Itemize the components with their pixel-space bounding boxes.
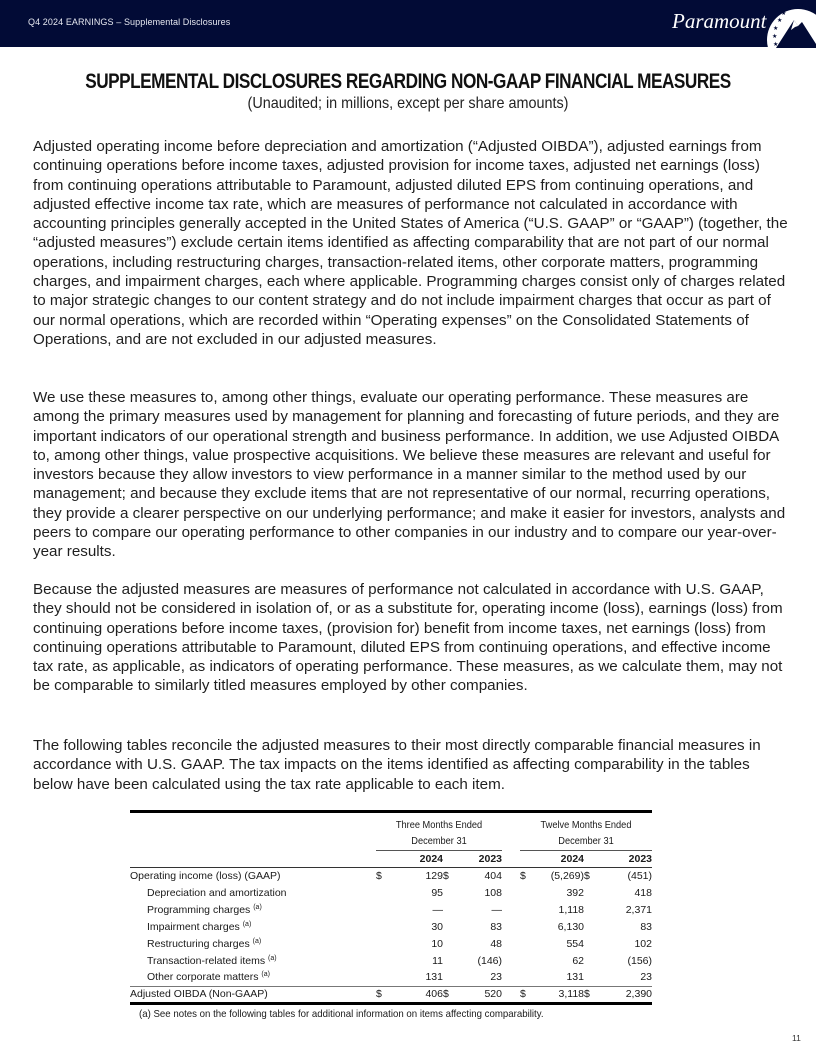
row-label: Impairment charges <box>147 920 240 933</box>
cell-value: 48 <box>490 937 502 950</box>
cell-value: 23 <box>640 971 652 984</box>
row-label-cell <box>130 969 376 986</box>
svg-text:★: ★ <box>772 33 778 40</box>
cell-value: 131 <box>425 971 443 984</box>
table-row <box>130 952 652 969</box>
table-footnote: (a) See notes on the following tables for additional information on items affecting comparability. <box>139 1008 544 1020</box>
year-header: 2023 <box>478 852 502 865</box>
cell-value: — <box>491 903 502 916</box>
footnote-marker: (a) <box>253 903 262 911</box>
footnote-marker: (a) <box>268 954 277 962</box>
cell-value: 520 <box>484 988 502 1000</box>
table-total-row <box>130 986 652 1003</box>
footnote-marker: (a) <box>261 971 270 979</box>
cell-value: 10 <box>431 937 443 950</box>
page-number: 11 <box>792 1033 801 1043</box>
paramount-mountain-stars-icon <box>764 0 816 48</box>
cell-value: 108 <box>484 886 502 899</box>
group-header-twelve-months: Twelve Months Ended <box>540 818 632 831</box>
header-bar <box>0 0 816 47</box>
svg-text:★: ★ <box>773 25 779 32</box>
row-label: Operating income (loss) (GAAP) <box>130 869 281 882</box>
footnote-marker: (a) <box>252 937 262 945</box>
dollar-sign: $ <box>584 988 590 1000</box>
cell-value: 62 <box>572 954 584 967</box>
paragraph-use-of-measures: We use these measures to, among other things, evaluate our operating performance. These measures are among the primary measures used by management for planning and forecasting of future periods, and they are important indicators of our operational strength and business performance. In addition, we use Adjusted OIBDA to, among other things, value prospective acquisitions. We believe these measures are relevant and useful for investors because they allow investors to view performance in a manner similar to the method used by our management; and because they exclude items that are not representative of our normal, recurring operations, they provide a clearer perspective on our underlying performance; and make it easier for investors, analysts and peers to compare our operating performance to other companies in our industry and to compare our year-over-year results. <box>33 389 786 561</box>
dollar-sign: $ <box>376 988 382 1000</box>
cell-value: 418 <box>634 886 652 899</box>
cell-value: 404 <box>484 869 502 882</box>
dollar-sign: $ <box>376 869 382 882</box>
table-row <box>130 901 652 918</box>
dollar-sign: $ <box>520 988 526 1000</box>
paragraph-limitations: Because the adjusted measures are measures of performance not calculated in accordance with U.S. GAAP, they should not be considered in isolation of, or as a substitute for, operating income (loss), earnings (loss) from continuing operations before income taxes, (provision for) benefit from income taxes, net earnings (loss) from continuing operations attributable to Paramount, diluted EPS from continuing operations, and effective income tax rate, as applicable, as indicators of operating performance. These measures, as we calculate them, may not be comparable to similarly titled measures employed by other companies. <box>33 581 783 695</box>
table-row <box>130 867 652 884</box>
svg-text:★: ★ <box>801 2 807 9</box>
cell-value: 11 <box>432 954 443 967</box>
group-header-three-months-date: December 31 <box>384 833 495 850</box>
cell-value: 83 <box>640 920 652 933</box>
dollar-sign: $ <box>443 988 449 1000</box>
cell-value: (156) <box>627 954 652 967</box>
table-row <box>130 969 652 986</box>
paragraph-reconciliation-intro: The following tables reconcile the adjusted measures to their most directly comparable financial measures in accordance with U.S. GAAP. The tax impacts on the items identified as affecting comparability in the tables below have been calculated using the tax rate applicable to each item. <box>33 737 761 793</box>
page-subtitle: (Unaudited; in millions, except per share amounts) <box>247 95 569 112</box>
cell-value: (146) <box>477 954 502 967</box>
page-title: SUPPLEMENTAL DISCLOSURES REGARDING NON-GAAP FINANCIAL MEASURES <box>85 70 731 93</box>
group-header-twelve-months-date: December 31 <box>528 833 644 850</box>
cell-value: (451) <box>627 869 652 882</box>
cell-value: 95 <box>431 886 443 899</box>
cell-value: (5,269) <box>550 869 584 882</box>
cell-value: 23 <box>490 971 502 984</box>
year-header: 2024 <box>419 852 443 865</box>
row-label-cell <box>130 952 376 969</box>
table-row <box>130 918 652 935</box>
cell-value: 2,371 <box>625 903 652 916</box>
svg-text:★: ★ <box>777 17 783 24</box>
cell-value: 102 <box>634 937 652 950</box>
dollar-sign: $ <box>584 869 590 882</box>
year-header: 2023 <box>628 852 652 865</box>
svg-text:★: ★ <box>787 5 793 12</box>
dollar-sign: $ <box>520 869 526 882</box>
svg-text:★: ★ <box>794 2 800 9</box>
svg-text:★: ★ <box>773 41 779 48</box>
header-label: Q4 2024 EARNINGS – Supplemental Disclosures <box>28 17 231 27</box>
row-label-cell <box>130 918 376 935</box>
row-label: Restructuring charges <box>147 937 250 950</box>
table-row <box>130 884 652 901</box>
footnote-marker: (a) <box>242 920 252 928</box>
cell-value: 6,130 <box>557 920 584 933</box>
dollar-sign: $ <box>443 869 449 882</box>
table-group-header-row-1 <box>130 816 652 833</box>
svg-text:★: ★ <box>808 4 814 11</box>
table-group-header-row-2 <box>130 833 652 850</box>
group-header-three-months: Three Months Ended <box>395 818 483 831</box>
row-label-cell <box>130 901 376 918</box>
cell-value: 129 <box>425 869 443 882</box>
cell-value: 131 <box>566 971 584 984</box>
table-year-header-row <box>130 850 652 867</box>
cell-value: — <box>432 903 443 916</box>
cell-value: 83 <box>490 920 502 933</box>
row-label: Programming charges <box>147 903 251 916</box>
row-label-cell <box>130 935 376 952</box>
table-row <box>130 935 652 952</box>
row-label: Other corporate matters <box>147 971 259 984</box>
oibda-reconciliation-table <box>130 810 652 1005</box>
svg-text:★: ★ <box>781 10 787 17</box>
cell-value: 406 <box>425 988 443 1000</box>
paragraph-adjusted-measures-definition: Adjusted operating income before depreciation and amortization (“Adjusted OIBDA”), adjusted earnings from continuing operations before income taxes, adjusted provision for income taxes, adjusted net earnings (loss) from continuing operations attributable to Paramount, adjusted diluted EPS from continuing operations, and adjusted effective income tax rate, which are measures of performance not calculated in accordance with accounting principles generally accepted in the United States of America (“U.S. GAAP” or “GAAP”) (together, the “adjusted measures”) exclude certain items identified as affecting comparability that are not part of our normal operations, including restructuring charges, transaction-related items, other corporate matters, programming charges, and impairment charges, each where applicable. Programming charges consist only of charges related to major strategic changes to our content strategy and do not include impairment charges that occur as part of our normal operations, which are recorded within “Operating expenses” on the Consolidated Statements of Operations, and are not excluded in our adjusted measures. <box>33 138 788 348</box>
row-label: Adjusted OIBDA (Non-GAAP) <box>130 988 268 1000</box>
year-header: 2024 <box>560 852 584 865</box>
paramount-logo-text: Paramount <box>672 9 767 33</box>
cell-value: 3,118 <box>558 988 584 1000</box>
cell-value: 392 <box>566 886 584 899</box>
row-label: Depreciation and amortization <box>147 886 287 899</box>
row-label: Transaction-related items <box>147 954 266 967</box>
cell-value: 2,390 <box>625 988 652 1000</box>
cell-value: 1,118 <box>558 903 584 916</box>
cell-value: 30 <box>431 920 443 933</box>
cell-value: 554 <box>566 937 584 950</box>
